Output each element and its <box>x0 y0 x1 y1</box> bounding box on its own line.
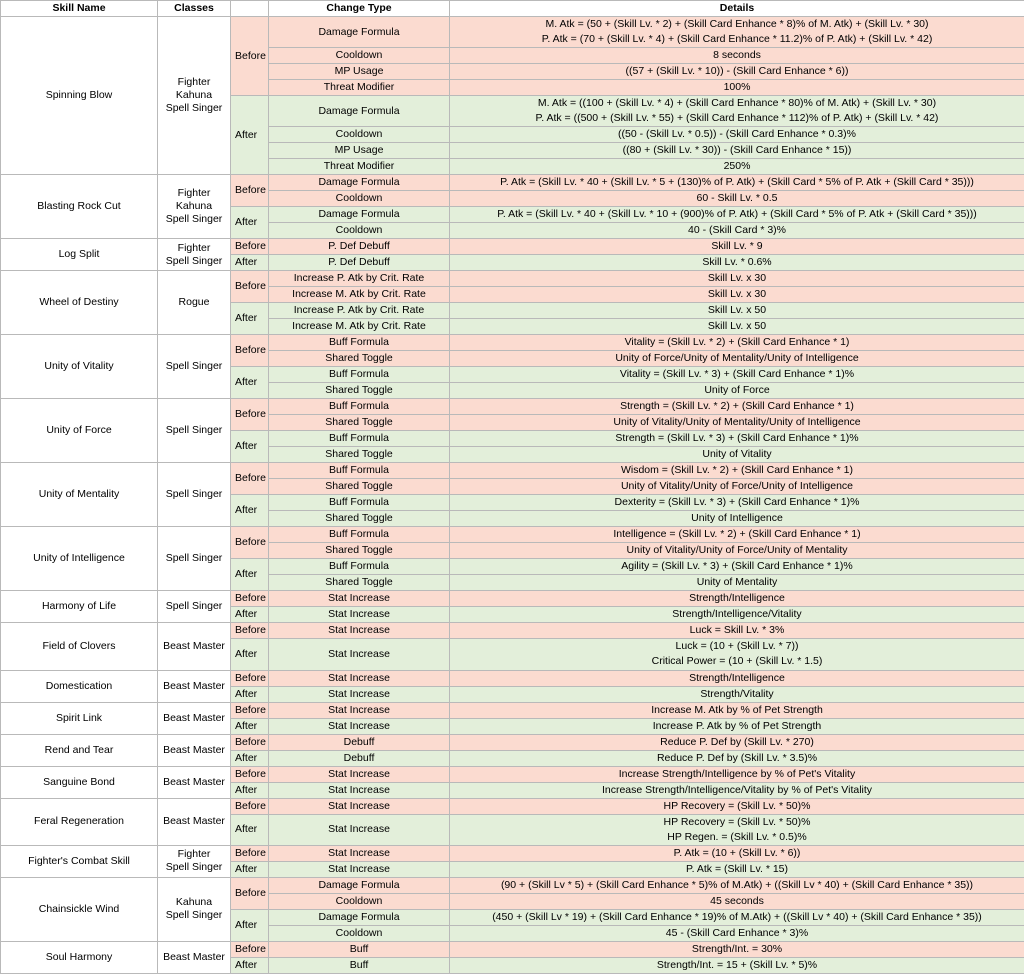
class-label: Spell Singer <box>160 909 228 922</box>
change-details <box>450 287 1024 303</box>
change-type: Buff Formula <box>269 335 450 351</box>
change-type: Stat Increase <box>269 702 450 718</box>
change-details <box>450 639 1024 670</box>
change-details <box>450 159 1024 175</box>
change-type: Stat Increase <box>269 639 450 670</box>
skill-classes <box>158 734 231 766</box>
change-details <box>450 750 1024 766</box>
phase-label-after: After <box>231 431 269 463</box>
change-type: Stat Increase <box>269 814 450 845</box>
detail-line: P. Atk = (Skill Lv. * 15) <box>452 862 1022 877</box>
change-details <box>450 607 1024 623</box>
phase-label-before: Before <box>231 798 269 814</box>
change-details <box>450 96 1024 127</box>
change-details <box>450 591 1024 607</box>
phase-label-after: After <box>231 814 269 845</box>
skill-classes <box>158 399 231 463</box>
table-row <box>1 845 1024 861</box>
change-details <box>450 686 1024 702</box>
skill-name: Blasting Rock Cut <box>1 175 158 239</box>
change-type: MP Usage <box>269 143 450 159</box>
skill-name: Spirit Link <box>1 702 158 734</box>
skill-name: Spinning Blow <box>1 17 158 175</box>
detail-line: Strength = (Skill Lv. * 3) + (Skill Card Enhance * 1)% <box>452 431 1022 446</box>
detail-line: ((57 + (Skill Lv. * 10)) - (Skill Card Enhance * 6)) <box>452 64 1022 79</box>
skill-classes <box>158 527 231 591</box>
change-type: Stat Increase <box>269 845 450 861</box>
change-details <box>450 861 1024 877</box>
detail-line: Increase Strength/Intelligence/Vitality by % of Pet's Vitality <box>452 783 1022 798</box>
detail-line: Skill Lv. x 50 <box>452 303 1022 318</box>
phase-label-before: Before <box>231 623 269 639</box>
phase-label-after: After <box>231 782 269 798</box>
phase-label-after: After <box>231 495 269 527</box>
phase-label-before: Before <box>231 239 269 255</box>
change-type: Increase P. Atk by Crit. Rate <box>269 271 450 287</box>
detail-line: Strength = (Skill Lv. * 2) + (Skill Card Enhance * 1) <box>452 399 1022 414</box>
change-type: P. Def Debuff <box>269 239 450 255</box>
detail-line: ((80 + (Skill Lv. * 30)) - (Skill Card Enhance * 15)) <box>452 143 1022 158</box>
change-type: Stat Increase <box>269 670 450 686</box>
header-details: Details <box>450 1 1024 17</box>
change-details <box>450 207 1024 223</box>
skill-classes <box>158 17 231 175</box>
phase-label-before: Before <box>231 463 269 495</box>
change-type: Cooldown <box>269 223 450 239</box>
table-body <box>1 17 1024 974</box>
change-details <box>450 782 1024 798</box>
change-details <box>450 893 1024 909</box>
detail-line: 45 seconds <box>452 894 1022 909</box>
detail-line: 250% <box>452 159 1022 174</box>
detail-line: Strength/Int. = 15 + (Skill Lv. * 5)% <box>452 958 1022 973</box>
skill-classes <box>158 877 231 941</box>
phase-label-before: Before <box>231 335 269 367</box>
change-details <box>450 335 1024 351</box>
table-row <box>1 463 1024 479</box>
detail-line: Increase M. Atk by % of Pet Strength <box>452 703 1022 718</box>
skill-classes <box>158 463 231 527</box>
change-details <box>450 447 1024 463</box>
detail-line: P. Atk = (Skill Lv. * 40 + (Skill Lv. * 10 + (900)% of P. Atk) + (Skill Card * 5% of P. Atk + (Skill Card * 35))) <box>452 207 1022 222</box>
skill-classes <box>158 766 231 798</box>
table-row <box>1 399 1024 415</box>
phase-label-after: After <box>231 607 269 623</box>
change-details <box>450 845 1024 861</box>
phase-label-before: Before <box>231 702 269 718</box>
table-row <box>1 766 1024 782</box>
change-type: Threat Modifier <box>269 159 450 175</box>
phase-label-before: Before <box>231 670 269 686</box>
skill-name: Soul Harmony <box>1 941 158 973</box>
class-label: Rogue <box>160 296 228 309</box>
skill-name: Unity of Mentality <box>1 463 158 527</box>
change-type: Damage Formula <box>269 96 450 127</box>
table-row <box>1 239 1024 255</box>
skill-classes <box>158 239 231 271</box>
phase-label-before: Before <box>231 527 269 559</box>
change-details <box>450 718 1024 734</box>
phase-label-after: After <box>231 718 269 734</box>
skill-classes <box>158 175 231 239</box>
detail-line: Unity of Force <box>452 383 1022 398</box>
skill-classes <box>158 702 231 734</box>
class-label: Spell Singer <box>160 255 228 268</box>
change-type: Cooldown <box>269 893 450 909</box>
class-label: Fighter <box>160 76 228 89</box>
phase-label-after: After <box>231 686 269 702</box>
change-details <box>450 415 1024 431</box>
detail-line: ((50 - (Skill Lv. * 0.5)) - (Skill Card Enhance * 0.3)% <box>452 127 1022 142</box>
change-type: Stat Increase <box>269 782 450 798</box>
detail-line: Unity of Mentality <box>452 575 1022 590</box>
detail-line: Vitality = (Skill Lv. * 2) + (Skill Card Enhance * 1) <box>452 335 1022 350</box>
detail-line: HP Recovery = (Skill Lv. * 50)% <box>452 815 1022 830</box>
detail-line: Reduce P. Def by (Skill Lv. * 270) <box>452 735 1022 750</box>
class-label: Spell Singer <box>160 213 228 226</box>
detail-line: P. Atk = ((500 + (Skill Lv. * 55) + (Skill Card Enhance * 112)% of P. Atk) + (Skill Lv. * 42) <box>452 111 1022 126</box>
change-type: Stat Increase <box>269 718 450 734</box>
table-row <box>1 175 1024 191</box>
skill-name: Fighter's Combat Skill <box>1 845 158 877</box>
change-details <box>450 80 1024 96</box>
change-type: Buff <box>269 957 450 973</box>
detail-line: Reduce P. Def by (Skill Lv. * 3.5)% <box>452 751 1022 766</box>
detail-line: 60 - Skill Lv. * 0.5 <box>452 191 1022 206</box>
detail-line: Intelligence = (Skill Lv. * 2) + (Skill Card Enhance * 1) <box>452 527 1022 542</box>
change-details <box>450 543 1024 559</box>
change-type: Cooldown <box>269 48 450 64</box>
change-type: Damage Formula <box>269 175 450 191</box>
detail-line: Increase P. Atk by % of Pet Strength <box>452 719 1022 734</box>
change-type: MP Usage <box>269 64 450 80</box>
table-row <box>1 271 1024 287</box>
phase-label-before: Before <box>231 175 269 207</box>
change-type: Stat Increase <box>269 766 450 782</box>
skill-classes <box>158 798 231 845</box>
skill-name: Rend and Tear <box>1 734 158 766</box>
detail-line: 45 - (Skill Card Enhance * 3)% <box>452 926 1022 941</box>
class-label: Kahuna <box>160 200 228 213</box>
change-type: P. Def Debuff <box>269 255 450 271</box>
detail-line: Strength/Intelligence <box>452 671 1022 686</box>
change-details <box>450 670 1024 686</box>
change-details <box>450 319 1024 335</box>
detail-line: Strength/Intelligence/Vitality <box>452 607 1022 622</box>
change-type: Increase M. Atk by Crit. Rate <box>269 287 450 303</box>
change-details <box>450 527 1024 543</box>
table-row <box>1 877 1024 893</box>
change-type: Increase M. Atk by Crit. Rate <box>269 319 450 335</box>
phase-label-after: After <box>231 559 269 591</box>
change-type: Stat Increase <box>269 861 450 877</box>
change-details <box>450 702 1024 718</box>
phase-label-after: After <box>231 861 269 877</box>
phase-label-after: After <box>231 255 269 271</box>
skill-name: Unity of Vitality <box>1 335 158 399</box>
skill-name: Harmony of Life <box>1 591 158 623</box>
header-row <box>1 1 1024 17</box>
skill-classes <box>158 670 231 702</box>
class-label: Spell Singer <box>160 488 228 501</box>
detail-line: Skill Lv. x 30 <box>452 287 1022 302</box>
change-type: Shared Toggle <box>269 415 450 431</box>
detail-line: Skill Lv. * 9 <box>452 239 1022 254</box>
class-label: Spell Singer <box>160 102 228 115</box>
class-label: Spell Singer <box>160 552 228 565</box>
change-details <box>450 127 1024 143</box>
change-type: Damage Formula <box>269 17 450 48</box>
detail-line: Strength/Intelligence <box>452 591 1022 606</box>
class-label: Beast Master <box>160 680 228 693</box>
phase-label-after: After <box>231 957 269 973</box>
change-details <box>450 431 1024 447</box>
change-type: Buff Formula <box>269 559 450 575</box>
change-type: Debuff <box>269 734 450 750</box>
detail-line: P. Atk = (10 + (Skill Lv. * 6)) <box>452 846 1022 861</box>
change-details <box>450 941 1024 957</box>
header-skill-name: Skill Name <box>1 1 158 17</box>
table-row <box>1 591 1024 607</box>
skill-name: Wheel of Destiny <box>1 271 158 335</box>
change-type: Cooldown <box>269 127 450 143</box>
skill-classes <box>158 271 231 335</box>
skill-name: Field of Clovers <box>1 623 158 670</box>
change-type: Buff Formula <box>269 367 450 383</box>
change-type: Damage Formula <box>269 909 450 925</box>
change-details <box>450 367 1024 383</box>
change-details <box>450 223 1024 239</box>
change-type: Shared Toggle <box>269 575 450 591</box>
skill-name: Sanguine Bond <box>1 766 158 798</box>
class-label: Beast Master <box>160 951 228 964</box>
change-type: Shared Toggle <box>269 511 450 527</box>
detail-line: Agility = (Skill Lv. * 3) + (Skill Card Enhance * 1)% <box>452 559 1022 574</box>
change-details <box>450 877 1024 893</box>
class-label: Beast Master <box>160 640 228 653</box>
class-label: Kahuna <box>160 896 228 909</box>
phase-label-after: After <box>231 909 269 941</box>
class-label: Beast Master <box>160 744 228 757</box>
change-type: Debuff <box>269 750 450 766</box>
detail-line: Increase Strength/Intelligence by % of Pet's Vitality <box>452 767 1022 782</box>
skill-classes <box>158 335 231 399</box>
phase-label-after: After <box>231 639 269 670</box>
detail-line: Critical Power = (10 + (Skill Lv. * 1.5) <box>452 654 1022 669</box>
change-type: Threat Modifier <box>269 80 450 96</box>
header-change-type: Change Type <box>269 1 450 17</box>
detail-line: P. Atk = (70 + (Skill Lv. * 4) + (Skill Card Enhance * 11.2)% of P. Atk) + (Skill Lv. * 42) <box>452 32 1022 47</box>
change-type: Buff Formula <box>269 431 450 447</box>
change-details <box>450 303 1024 319</box>
change-type: Stat Increase <box>269 591 450 607</box>
class-label: Fighter <box>160 242 228 255</box>
detail-line: 100% <box>452 80 1022 95</box>
table-row <box>1 17 1024 48</box>
change-details <box>450 175 1024 191</box>
phase-label-before: Before <box>231 271 269 303</box>
detail-line: Unity of Vitality/Unity of Force/Unity of Mentality <box>452 543 1022 558</box>
detail-line: HP Regen. = (Skill Lv. * 0.5)% <box>452 830 1022 845</box>
change-details <box>450 271 1024 287</box>
change-details <box>450 495 1024 511</box>
phase-label-before: Before <box>231 399 269 431</box>
change-details <box>450 925 1024 941</box>
table-row <box>1 734 1024 750</box>
table-row <box>1 335 1024 351</box>
change-details <box>450 463 1024 479</box>
change-type: Stat Increase <box>269 607 450 623</box>
detail-line: (450 + (Skill Lv * 19) + (Skill Card Enhance * 19)% of M.Atk) + ((Skill Lv * 40) + (Skill Card Enhance * 35)) <box>452 910 1022 925</box>
class-label: Beast Master <box>160 815 228 828</box>
change-details <box>450 17 1024 48</box>
change-type: Buff Formula <box>269 463 450 479</box>
detail-line: 40 - (Skill Card * 3)% <box>452 223 1022 238</box>
skill-classes <box>158 623 231 670</box>
class-label: Spell Singer <box>160 861 228 874</box>
change-type: Buff <box>269 941 450 957</box>
phase-label-before: Before <box>231 941 269 957</box>
change-details <box>450 798 1024 814</box>
class-label: Spell Singer <box>160 424 228 437</box>
detail-line: Luck = Skill Lv. * 3% <box>452 623 1022 638</box>
phase-label-before: Before <box>231 877 269 909</box>
change-type: Shared Toggle <box>269 447 450 463</box>
phase-label-before: Before <box>231 734 269 750</box>
phase-label-before: Before <box>231 766 269 782</box>
detail-line: M. Atk = ((100 + (Skill Lv. * 4) + (Skill Card Enhance * 80)% of M. Atk) + (Skill Lv. * 30) <box>452 96 1022 111</box>
class-label: Spell Singer <box>160 360 228 373</box>
change-type: Buff Formula <box>269 399 450 415</box>
detail-line: Luck = (10 + (Skill Lv. * 7)) <box>452 639 1022 654</box>
detail-line: Dexterity = (Skill Lv. * 3) + (Skill Card Enhance * 1)% <box>452 495 1022 510</box>
skill-classes <box>158 941 231 973</box>
skill-name: Unity of Force <box>1 399 158 463</box>
table-row <box>1 527 1024 543</box>
change-type: Shared Toggle <box>269 543 450 559</box>
change-details <box>450 479 1024 495</box>
detail-line: Unity of Vitality/Unity of Force/Unity of Intelligence <box>452 479 1022 494</box>
change-type: Buff Formula <box>269 527 450 543</box>
phase-label-before: Before <box>231 845 269 861</box>
detail-line: P. Atk = (Skill Lv. * 40 + (Skill Lv. * 5 + (130)% of P. Atk) + (Skill Card * 5% of P. Atk + (Skill Card * 35))) <box>452 175 1022 190</box>
phase-label-after: After <box>231 207 269 239</box>
change-type: Cooldown <box>269 191 450 207</box>
detail-line: Skill Lv. x 50 <box>452 319 1022 334</box>
change-details <box>450 623 1024 639</box>
skill-classes <box>158 845 231 877</box>
detail-line: Unity of Vitality <box>452 447 1022 462</box>
table-row <box>1 623 1024 639</box>
phase-label-before: Before <box>231 17 269 96</box>
detail-line: Unity of Force/Unity of Mentality/Unity of Intelligence <box>452 351 1022 366</box>
change-type: Shared Toggle <box>269 351 450 367</box>
change-details <box>450 255 1024 271</box>
change-details <box>450 239 1024 255</box>
change-details <box>450 814 1024 845</box>
change-type: Increase P. Atk by Crit. Rate <box>269 303 450 319</box>
detail-line: M. Atk = (50 + (Skill Lv. * 2) + (Skill Card Enhance * 8)% of M. Atk) + (Skill Lv. * 30) <box>452 17 1022 32</box>
table-row <box>1 670 1024 686</box>
detail-line: Unity of Intelligence <box>452 511 1022 526</box>
skill-name: Log Split <box>1 239 158 271</box>
detail-line: Wisdom = (Skill Lv. * 2) + (Skill Card Enhance * 1) <box>452 463 1022 478</box>
phase-label-after: After <box>231 303 269 335</box>
change-details <box>450 511 1024 527</box>
change-details <box>450 191 1024 207</box>
class-label: Beast Master <box>160 712 228 725</box>
change-details <box>450 559 1024 575</box>
detail-line: Skill Lv. * 0.6% <box>452 255 1022 270</box>
detail-line: Strength/Int. = 30% <box>452 942 1022 957</box>
change-details <box>450 383 1024 399</box>
phase-label-after: After <box>231 367 269 399</box>
header-phase <box>231 1 269 17</box>
change-type: Stat Increase <box>269 623 450 639</box>
class-label: Beast Master <box>160 776 228 789</box>
change-type: Shared Toggle <box>269 479 450 495</box>
detail-line: Strength/Vitality <box>452 687 1022 702</box>
change-type: Damage Formula <box>269 207 450 223</box>
change-type: Stat Increase <box>269 798 450 814</box>
class-label: Kahuna <box>160 89 228 102</box>
change-type: Buff Formula <box>269 495 450 511</box>
change-type: Stat Increase <box>269 686 450 702</box>
skill-name: Unity of Intelligence <box>1 527 158 591</box>
phase-label-before: Before <box>231 591 269 607</box>
change-details <box>450 351 1024 367</box>
skill-name: Chainsickle Wind <box>1 877 158 941</box>
change-type: Damage Formula <box>269 877 450 893</box>
change-details <box>450 575 1024 591</box>
change-details <box>450 909 1024 925</box>
detail-line: (90 + (Skill Lv * 5) + (Skill Card Enhance * 5)% of M.Atk) + ((Skill Lv * 40) + (Skill Card Enhance * 35)) <box>452 878 1022 893</box>
detail-line: Vitality = (Skill Lv. * 3) + (Skill Card Enhance * 1)% <box>452 367 1022 382</box>
change-details <box>450 734 1024 750</box>
change-details <box>450 64 1024 80</box>
class-label: Spell Singer <box>160 600 228 613</box>
change-details <box>450 143 1024 159</box>
table-row <box>1 702 1024 718</box>
detail-line: Unity of Vitality/Unity of Mentality/Unity of Intelligence <box>452 415 1022 430</box>
detail-line: HP Recovery = (Skill Lv. * 50)% <box>452 799 1022 814</box>
change-details <box>450 766 1024 782</box>
change-details <box>450 48 1024 64</box>
class-label: Fighter <box>160 848 228 861</box>
skill-name: Domestication <box>1 670 158 702</box>
skill-name: Feral Regeneration <box>1 798 158 845</box>
detail-line: 8 seconds <box>452 48 1022 63</box>
detail-line: Skill Lv. x 30 <box>452 271 1022 286</box>
header-classes: Classes <box>158 1 231 17</box>
table-row <box>1 798 1024 814</box>
class-label: Fighter <box>160 187 228 200</box>
change-type: Cooldown <box>269 925 450 941</box>
change-type: Shared Toggle <box>269 383 450 399</box>
phase-label-after: After <box>231 96 269 175</box>
skill-classes <box>158 591 231 623</box>
phase-label-after: After <box>231 750 269 766</box>
change-details <box>450 399 1024 415</box>
table-row <box>1 941 1024 957</box>
